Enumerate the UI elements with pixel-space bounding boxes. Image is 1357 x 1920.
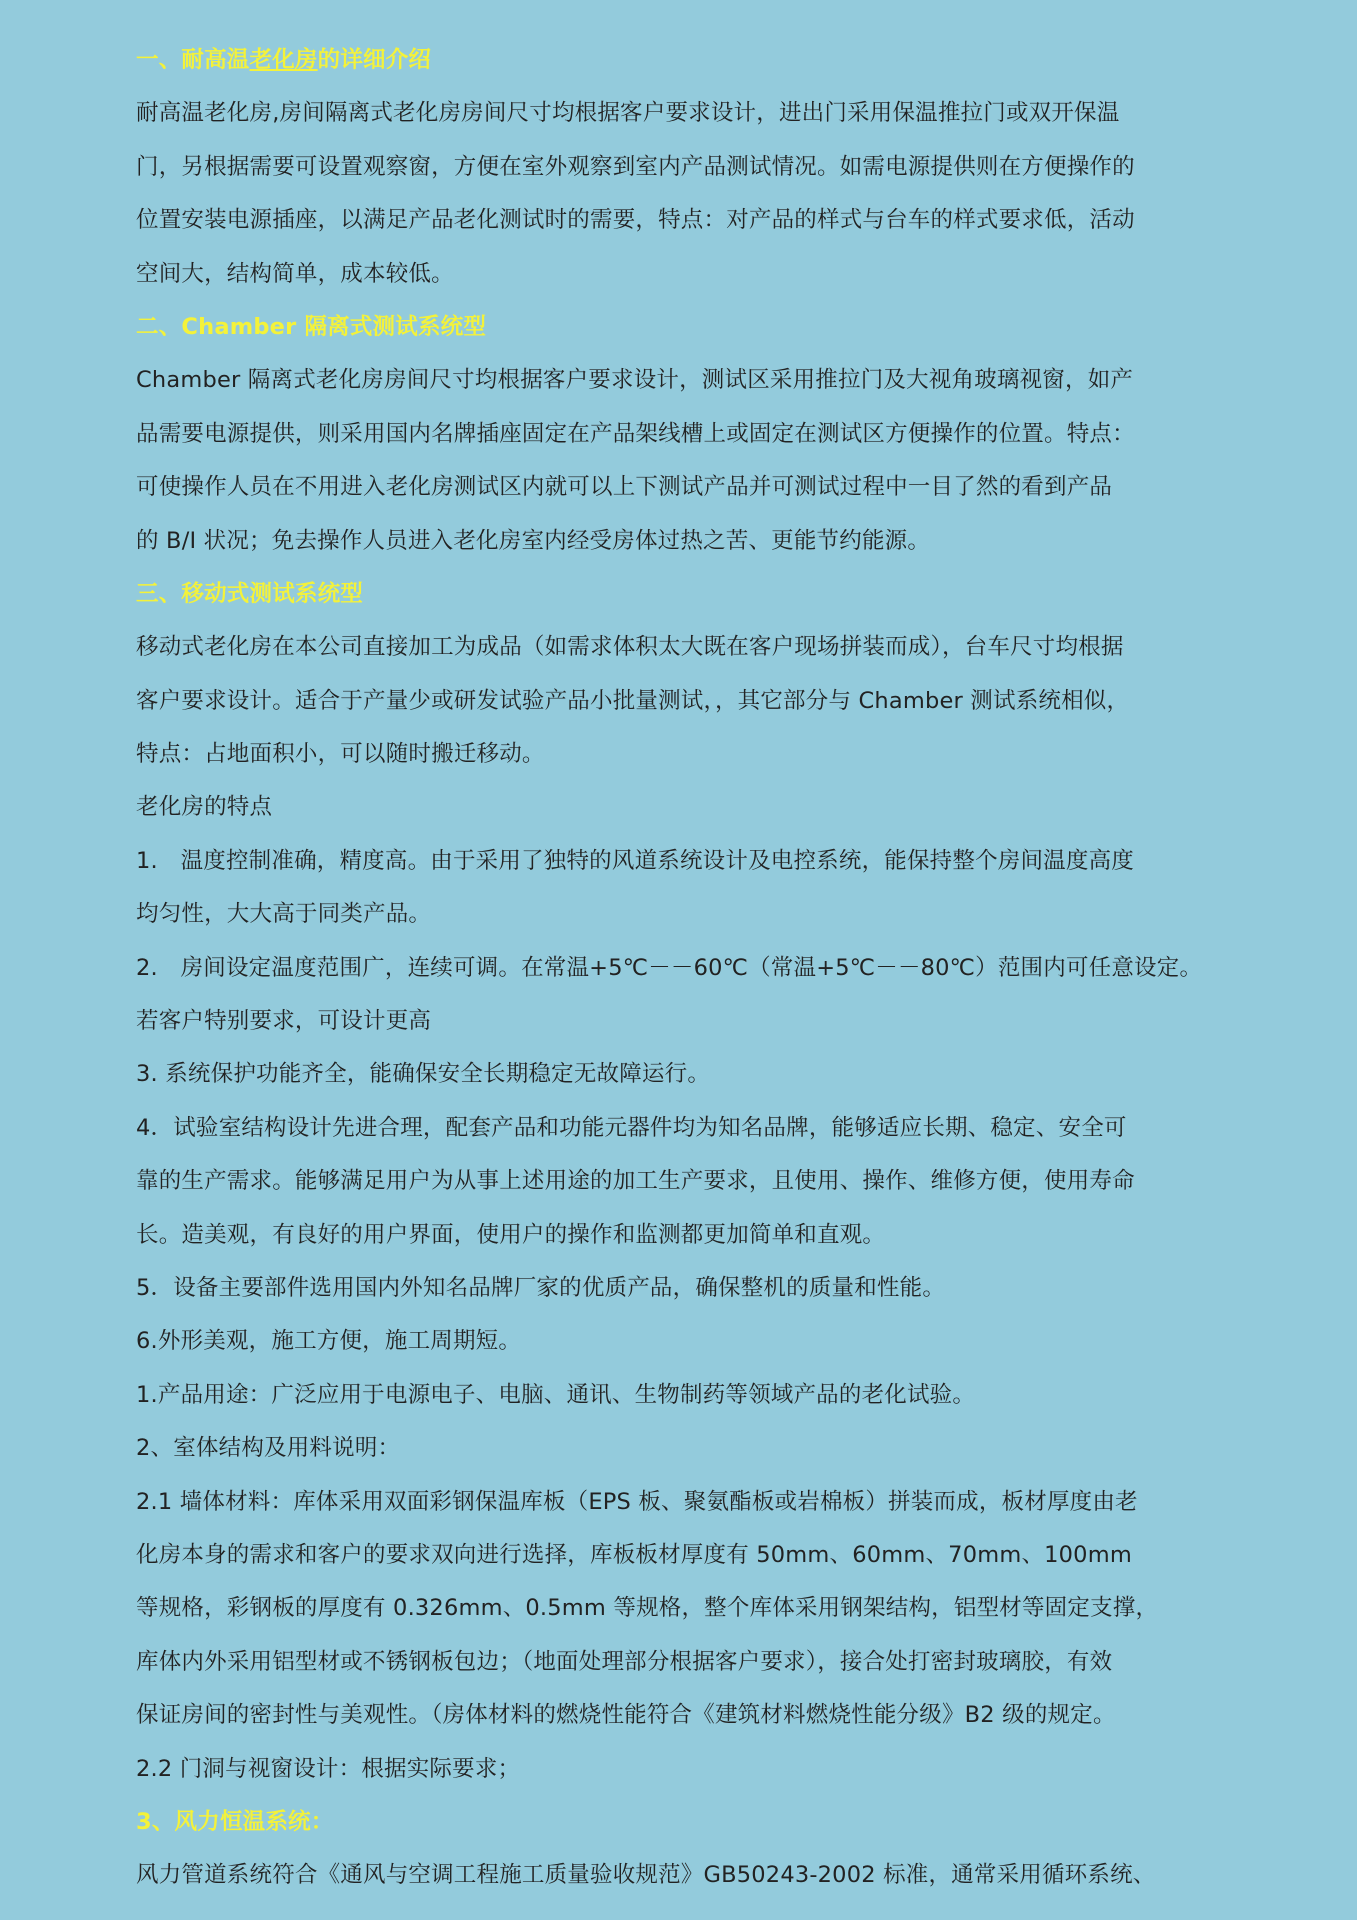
paragraph-line: 特点：占地面积小，可以随时搬迁移动。 bbox=[136, 741, 545, 768]
feature-line: 等规格，彩钢板的厚度有 0.326mm、0.5mm 等规格，整个库体采用钢架结构，铝型材等固定支撑， bbox=[136, 1595, 1159, 1622]
paragraph-line: 品需要电源提供，则采用国内名牌插座固定在产品架线槽上或固定在测试区方便操作的位置。特点： bbox=[136, 420, 1135, 447]
feature-line: 2.1 墙体材料：库体采用双面彩钢保温库板（EPS 板、聚氨酯板或岩棉板）拼装而成，板材厚度由老 bbox=[136, 1488, 1138, 1515]
feature-line: 库体内外采用铝型材或不锈钢板包边；（地面处理部分根据客户要求），接合处打密封玻璃胶，有效 bbox=[136, 1648, 1113, 1675]
paragraph-line: 移动式老化房在本公司直接加工为成品（如需求体积太大既在客户现场拼装而成），台车尺寸均根据 bbox=[136, 634, 1124, 661]
section-4-title: 3、风力恒温系统： bbox=[136, 1808, 334, 1835]
section-3-title: 三、移动式测试系统型 bbox=[136, 580, 364, 607]
paragraph-line: 空间大，结构简单，成本较低。 bbox=[136, 260, 454, 287]
feature-line: 6.外形美观，施工方便，施工周期短。 bbox=[136, 1328, 522, 1355]
feature-line: 2. 房间设定温度范围广，连续可调。在常温+5℃－－60℃（常温+5℃－－80℃）范围内可任意设定。 bbox=[136, 954, 1203, 981]
feature-line: 保证房间的密封性与美观性。（房体材料的燃烧性能符合《建筑材料燃烧性能分级》B2 级的规定。 bbox=[136, 1702, 1116, 1729]
feature-line: 若客户特别要求，可设计更高 bbox=[136, 1008, 432, 1035]
paragraph-line: 位置安装电源插座，以满足产品老化测试时的需要，特点：对产品的样式与台车的样式要求低，活动 bbox=[136, 207, 1135, 234]
feature-line: 3. 系统保护功能齐全，能确保安全长期稳定无故障运行。 bbox=[136, 1061, 711, 1088]
feature-line: 均匀性，大大高于同类产品。 bbox=[136, 901, 432, 928]
feature-line: 2、室体结构及用料说明： bbox=[136, 1435, 401, 1462]
feature-line: 1. 温度控制准确，精度高。由于采用了独特的风道系统设计及电控系统，能保持整个房间温度高度 bbox=[136, 847, 1134, 874]
aging-room-link[interactable]: 老化房 bbox=[249, 47, 318, 73]
section-1-title bbox=[136, 34, 1237, 87]
paragraph-line: 风力管道系统符合《通风与空调工程施工质量验收规范》GB50243-2002 标准，通常采用循环系统、 bbox=[136, 1862, 1156, 1889]
paragraph-line: 的 B/I 状况；免去操作人员进入老化房室内经受房体过热之苦、更能节约能源。 bbox=[136, 527, 931, 554]
paragraph-line: 门，另根据需要可设置观察窗，方便在室外观察到室内产品测试情况。如需电源提供则在方便操作的 bbox=[136, 153, 1135, 180]
feature-line: 靠的生产需求。能够满足用户为从事上述用途的加工生产要求，且使用、操作、维修方便，使用寿命 bbox=[136, 1168, 1135, 1195]
paragraph-line: 客户要求设计。适合于产量少或研发试验产品小批量测试，，其它部分与 Chamber 测试系统相似， bbox=[136, 687, 1130, 714]
feature-line: 5．设备主要部件选用国内外知名品牌厂家的优质产品，确保整机的质量和性能。 bbox=[136, 1274, 946, 1301]
feature-line: 4．试验室结构设计先进合理，配套产品和功能元器件均为知名品牌，能够适应长期、稳定、安全可 bbox=[136, 1114, 1127, 1141]
section-2-title: 二、Chamber 隔离式测试系统型 bbox=[136, 313, 487, 340]
paragraph-line: 耐高温老化房,房间隔离式老化房房间尺寸均根据客户要求设计，进出门采用保温推拉门或双开保温 bbox=[136, 100, 1120, 127]
paragraph-line: Chamber 隔离式老化房房间尺寸均根据客户要求设计，测试区采用推拉门及大视角玻璃视窗，如产 bbox=[136, 367, 1134, 394]
section-1-title-pre: 一、耐高温 bbox=[136, 47, 250, 73]
features-title: 老化房的特点 bbox=[136, 794, 273, 821]
feature-line: 长。造美观，有良好的用户界面，使用户的操作和监测都更加简单和直观。 bbox=[136, 1221, 886, 1248]
feature-line: 1.产品用途：广泛应用于电源电子、电脑、通讯、生物制药等领域产品的老化试验。 bbox=[136, 1381, 976, 1408]
feature-line: 化房本身的需求和客户的要求双向进行选择，库板板材厚度有 50mm、60mm、70mm、100mm bbox=[136, 1541, 1132, 1568]
feature-line: 2.2 门洞与视窗设计：根据实际要求； bbox=[136, 1755, 521, 1782]
paragraph-line: 可使操作人员在不用进入老化房测试区内就可以上下测试产品并可测试过程中一目了然的看到产品 bbox=[136, 474, 1113, 501]
section-1-title-post: 的详细介绍 bbox=[317, 47, 432, 73]
